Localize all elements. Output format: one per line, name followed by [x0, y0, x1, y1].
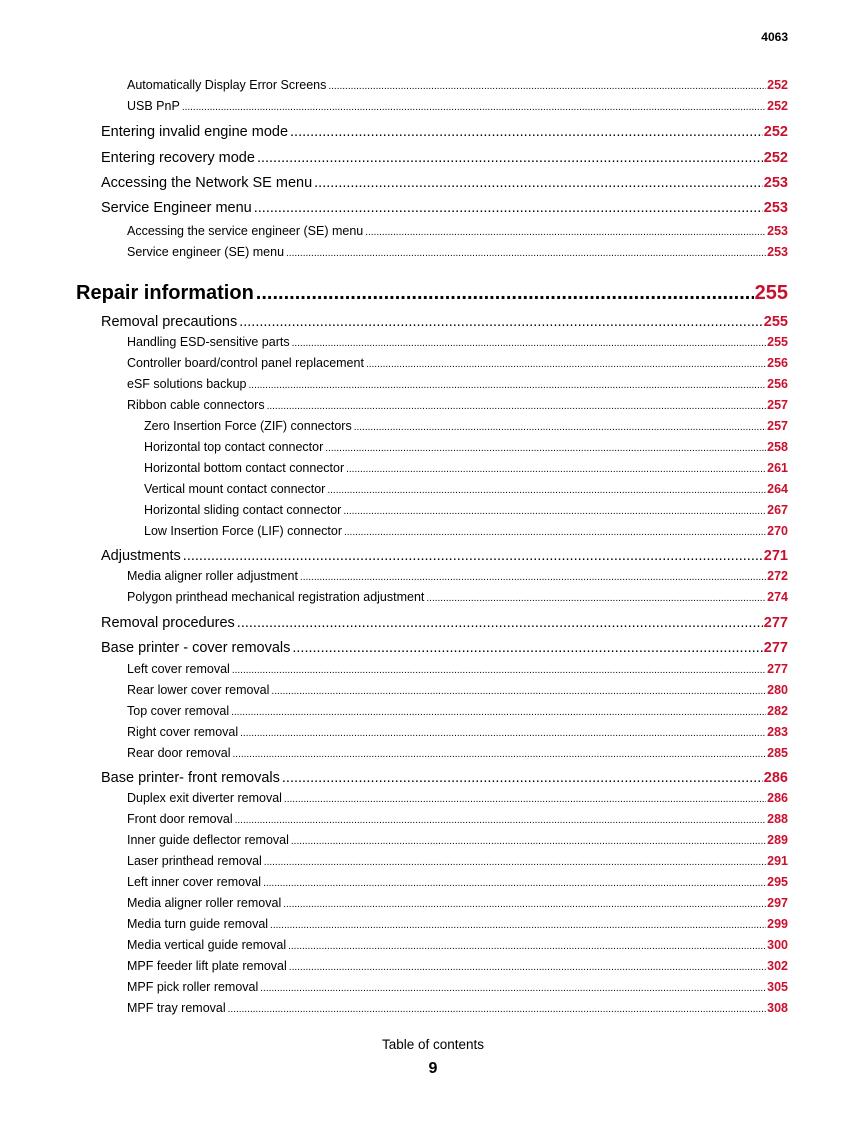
- toc-entry-page: 271: [763, 548, 788, 564]
- toc-entry[interactable]: [101, 200, 788, 216]
- toc-entry-page: 255: [767, 335, 788, 349]
- toc-entry-page: 280: [767, 683, 788, 697]
- dot-leader: [325, 443, 766, 454]
- toc-entry[interactable]: [127, 980, 788, 994]
- dot-leader: [283, 899, 766, 910]
- toc-entry[interactable]: [101, 124, 788, 140]
- toc-entry-title: Polygon printhead mechanical registration adjustment: [127, 590, 425, 604]
- dot-leader: [237, 615, 763, 631]
- toc-entry[interactable]: [101, 615, 788, 631]
- toc-entry[interactable]: [101, 548, 788, 564]
- dot-leader: [267, 401, 767, 412]
- toc-entry-page: 255: [763, 314, 788, 330]
- toc-entry[interactable]: [101, 150, 788, 166]
- toc-entry[interactable]: [127, 917, 788, 931]
- toc-entry-page: 297: [767, 896, 788, 910]
- toc-entry-title: Handling ESD-sensitive parts: [127, 335, 290, 349]
- footer-label: Table of contents: [381, 1037, 485, 1052]
- toc-entry[interactable]: [127, 78, 788, 92]
- toc-entry[interactable]: [127, 959, 788, 973]
- toc-entry-page: 270: [767, 524, 788, 538]
- toc-entry[interactable]: [101, 175, 788, 191]
- dot-leader: [328, 81, 766, 92]
- toc-entry[interactable]: [127, 662, 788, 676]
- toc-entry-page: 286: [767, 791, 788, 805]
- toc-entry-page: 277: [763, 615, 788, 631]
- toc-entry-title: Duplex exit diverter removal: [127, 791, 282, 805]
- dot-leader: [235, 815, 767, 826]
- toc-entry-page: 253: [763, 175, 788, 191]
- toc-entry[interactable]: [127, 704, 788, 718]
- toc-entry-title: USB PnP: [127, 99, 180, 113]
- dot-leader: [365, 227, 766, 238]
- toc-entry-title: Base printer - cover removals: [101, 640, 291, 656]
- toc-entry-page: 277: [763, 640, 788, 656]
- dot-leader: [343, 506, 766, 517]
- toc-entry[interactable]: [127, 569, 788, 583]
- dot-leader: [232, 665, 766, 676]
- toc-entry-page: 299: [767, 917, 788, 931]
- toc-entry[interactable]: [127, 356, 788, 370]
- toc-entry[interactable]: [144, 461, 788, 475]
- toc-entry[interactable]: [127, 335, 788, 349]
- dot-leader: [260, 983, 766, 994]
- toc-entry-title: Adjustments: [101, 548, 181, 564]
- toc-entry-title: Automatically Display Error Screens: [127, 78, 327, 92]
- toc-entry-page: 255: [754, 282, 788, 304]
- toc-entry-page: 282: [767, 704, 788, 718]
- toc-entry[interactable]: [101, 770, 788, 786]
- toc-entry[interactable]: [101, 640, 788, 656]
- toc-entry[interactable]: [127, 683, 788, 697]
- toc-entry-title: Media aligner roller adjustment: [127, 569, 298, 583]
- document-code: 4063: [761, 30, 788, 44]
- dot-leader: [344, 527, 766, 538]
- dot-leader: [289, 962, 766, 973]
- toc-entry[interactable]: [144, 524, 788, 538]
- toc-entry[interactable]: [127, 245, 788, 259]
- dot-leader: [288, 941, 766, 952]
- toc-entry-page: 308: [767, 1001, 788, 1015]
- toc-entry[interactable]: [127, 377, 788, 391]
- toc-entry-page: 253: [767, 245, 788, 259]
- toc-entry[interactable]: [101, 314, 788, 330]
- toc-entry[interactable]: [127, 99, 788, 113]
- toc-entry-title: Laser printhead removal: [127, 854, 262, 868]
- toc-entry-title: Horizontal top contact connector: [144, 440, 324, 454]
- toc-entry[interactable]: [127, 833, 788, 847]
- toc-entry-title: Accessing the Network SE menu: [101, 175, 313, 191]
- dot-leader: [282, 770, 763, 786]
- toc-entry[interactable]: [127, 224, 788, 238]
- toc-entry-title: MPF pick roller removal: [127, 980, 259, 994]
- dot-leader: [270, 920, 766, 931]
- toc-entry-page: 253: [763, 200, 788, 216]
- toc-entry[interactable]: [144, 482, 788, 496]
- toc-entry[interactable]: [127, 854, 788, 868]
- toc-entry-title: Low Insertion Force (LIF) connector: [144, 524, 342, 538]
- dot-leader: [249, 380, 767, 391]
- dot-leader: [286, 248, 766, 259]
- toc-entry-title: Entering invalid engine mode: [101, 124, 289, 140]
- dot-leader: [327, 485, 766, 496]
- toc-entry-title: Media turn guide removal: [127, 917, 269, 931]
- toc-entry-title: Horizontal bottom contact connector: [144, 461, 345, 475]
- dot-leader: [426, 593, 766, 604]
- dot-leader: [182, 102, 766, 113]
- toc-entry-page: 252: [767, 78, 788, 92]
- toc-entry-page: 302: [767, 959, 788, 973]
- dot-leader: [228, 1004, 767, 1015]
- toc-entry-page: 291: [767, 854, 788, 868]
- toc-entry[interactable]: [127, 590, 788, 604]
- dot-leader: [254, 200, 763, 216]
- toc-entry-title: Top cover removal: [127, 704, 230, 718]
- toc-entry-page: 256: [767, 377, 788, 391]
- toc-entry-page: 252: [767, 99, 788, 113]
- toc-entry-title: Horizontal sliding contact connector: [144, 503, 342, 517]
- toc-entry-page: 288: [767, 812, 788, 826]
- toc-entry-page: 285: [767, 746, 788, 760]
- toc-entry-page: 289: [767, 833, 788, 847]
- toc-entry-title: Rear door removal: [127, 746, 231, 760]
- toc-entry[interactable]: [144, 419, 788, 433]
- toc-entry-page: 256: [767, 356, 788, 370]
- toc-entry-title: Removal procedures: [101, 615, 235, 631]
- dot-leader: [257, 150, 763, 166]
- dot-leader: [314, 175, 763, 191]
- toc-entry[interactable]: [144, 503, 788, 517]
- toc-entry-title: Front door removal: [127, 812, 233, 826]
- toc-entry-title: Repair information: [76, 282, 254, 304]
- dot-leader: [264, 857, 766, 868]
- dot-leader: [271, 686, 766, 697]
- toc-entry[interactable]: [127, 875, 788, 889]
- toc-entry-title: Left cover removal: [127, 662, 230, 676]
- toc-entry[interactable]: [127, 398, 788, 412]
- dot-leader: [366, 359, 766, 370]
- dot-leader: [263, 878, 766, 889]
- dot-leader: [240, 728, 766, 739]
- page-number: 9: [428, 1060, 438, 1077]
- toc-entry-page: 253: [767, 224, 788, 238]
- toc-entry-title: Service engineer (SE) menu: [127, 245, 285, 259]
- toc-entry-page: 286: [763, 770, 788, 786]
- toc-entry[interactable]: [127, 1001, 788, 1015]
- dot-leader: [346, 464, 766, 475]
- toc-entry-page: 257: [767, 419, 788, 433]
- toc-entry-title: Ribbon cable connectors: [127, 398, 265, 412]
- toc-entry-page: 272: [767, 569, 788, 583]
- toc-entry-page: 267: [767, 503, 788, 517]
- toc-entry-title: Left inner cover removal: [127, 875, 262, 889]
- dot-leader: [290, 124, 763, 140]
- toc-entry[interactable]: [144, 440, 788, 454]
- toc-entry-title: Controller board/control panel replacement: [127, 356, 364, 370]
- dot-leader: [231, 707, 766, 718]
- toc-entry[interactable]: [127, 791, 788, 805]
- dot-leader: [292, 640, 762, 656]
- toc-entry[interactable]: [127, 896, 788, 910]
- dot-leader: [233, 749, 767, 760]
- toc-entry-page: 252: [763, 150, 788, 166]
- dot-leader: [300, 572, 766, 583]
- toc-entry-page: 300: [767, 938, 788, 952]
- toc-entry-page: 305: [767, 980, 788, 994]
- toc-entry-title: MPF feeder lift plate removal: [127, 959, 287, 973]
- dot-leader: [256, 282, 754, 305]
- toc-entry-page: 261: [767, 461, 788, 475]
- toc-entry[interactable]: [127, 812, 788, 826]
- toc-entry-page: 295: [767, 875, 788, 889]
- toc-entry-page: 274: [767, 590, 788, 604]
- toc-entry-title: MPF tray removal: [127, 1001, 226, 1015]
- toc-entry-title: Entering recovery mode: [101, 150, 255, 166]
- toc-entry-title: Service Engineer menu: [101, 200, 252, 216]
- toc-entry-title: Rear lower cover removal: [127, 683, 270, 697]
- toc-entry-title: eSF solutions backup: [127, 377, 247, 391]
- toc-entry[interactable]: [127, 746, 788, 760]
- toc-entry-page: 277: [767, 662, 788, 676]
- toc-entry-page: 252: [763, 124, 788, 140]
- toc-entry-title: Base printer- front removals: [101, 770, 280, 786]
- toc-entry-title: Right cover removal: [127, 725, 239, 739]
- toc-entry-page: 257: [767, 398, 788, 412]
- toc-entry-title: Accessing the service engineer (SE) menu: [127, 224, 364, 238]
- dot-leader: [292, 338, 767, 349]
- toc-entry-title: Inner guide deflector removal: [127, 833, 289, 847]
- toc-entry-page: 264: [767, 482, 788, 496]
- dot-leader: [354, 422, 766, 433]
- toc-entry-title: Media vertical guide removal: [127, 938, 287, 952]
- toc-entry-title: Media aligner roller removal: [127, 896, 282, 910]
- toc-entry-page: 258: [767, 440, 788, 454]
- toc-entry-title: Vertical mount contact connector: [144, 482, 326, 496]
- dot-leader: [239, 314, 763, 330]
- toc-entry[interactable]: [127, 938, 788, 952]
- toc-entry-title: Removal precautions: [101, 314, 238, 330]
- dot-leader: [284, 794, 766, 805]
- dot-leader: [183, 548, 763, 564]
- toc-entry[interactable]: [127, 725, 788, 739]
- toc-entry[interactable]: [76, 282, 788, 305]
- toc-entry-page: 283: [767, 725, 788, 739]
- toc-entry-title: Zero Insertion Force (ZIF) connectors: [144, 419, 352, 433]
- dot-leader: [291, 836, 766, 847]
